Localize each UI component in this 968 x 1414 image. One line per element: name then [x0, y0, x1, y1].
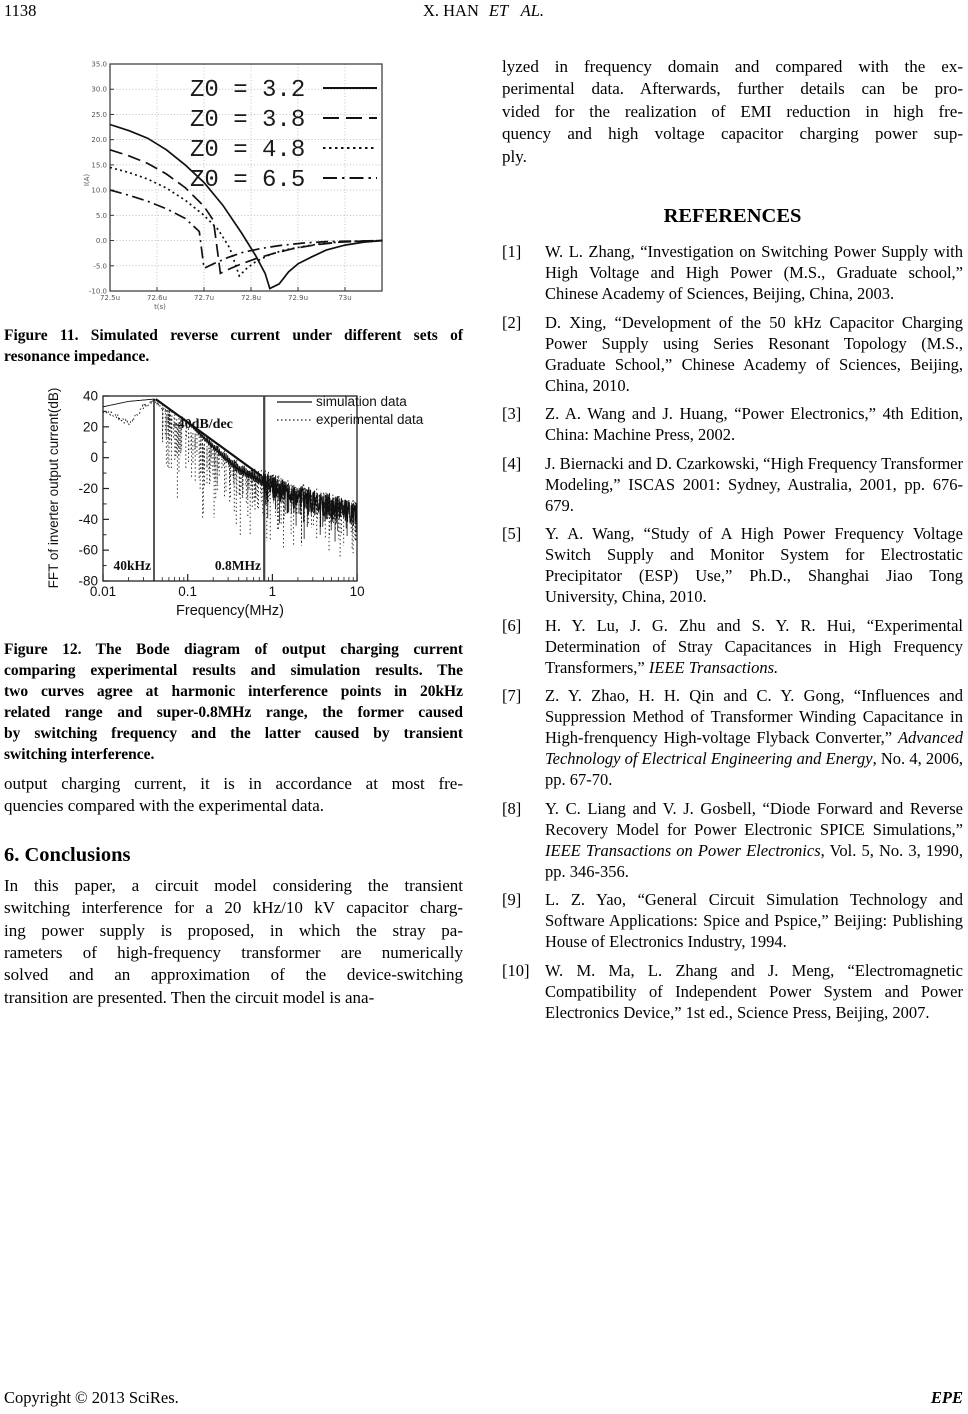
reference-item	[502, 960, 963, 1023]
text-line: by switching frequency and the latter caused by transient	[4, 725, 463, 742]
text-line: quencies compared with the experimental data.	[4, 796, 325, 816]
references-heading: REFERENCES	[663, 205, 802, 228]
text-line: comparing experimental results and simulation results. The	[4, 662, 463, 679]
svg-text:40: 40	[82, 388, 98, 404]
svg-text:1: 1	[268, 584, 277, 599]
svg-text:Frequency(MHz): Frequency(MHz)	[176, 603, 284, 619]
left-column	[4, 50, 463, 1009]
conclusions-paragraph	[4, 875, 463, 1009]
svg-text:72.8u: 72.8u	[240, 294, 262, 302]
svg-text:-5.0: -5.0	[93, 262, 107, 271]
figure-11-caption	[4, 325, 463, 367]
text-line: switching interference for a 20 kHz/10 kV capacitor charg-	[4, 898, 463, 918]
body-paragraph	[502, 56, 963, 168]
reference-text: L. Z. Yao, “General Circuit Simulation Technology and Software Applications: Spice and Pspice,” Beijing: Publishing House of Electronics Industry, 1994.	[545, 890, 963, 952]
svg-text:20: 20	[82, 419, 98, 435]
svg-text:25.0: 25.0	[91, 110, 107, 119]
svg-text:73u: 73u	[338, 294, 352, 302]
copyright-notice: Copyright © 2013 SciRes.	[4, 1388, 179, 1407]
svg-text:0: 0	[90, 450, 98, 466]
svg-text:-40: -40	[78, 511, 98, 527]
svg-text:-80: -80	[78, 573, 98, 589]
reference-item	[502, 453, 963, 516]
page-number: 1138	[4, 1, 37, 20]
svg-text:Z0 = 6.5: Z0 = 6.5	[190, 167, 306, 194]
text-line: resonance impedance.	[4, 348, 150, 365]
svg-text:72.5u: 72.5u	[99, 294, 121, 302]
text-line: perimental data. Afterwards, further details can be pro-	[502, 79, 963, 99]
text-line: rameters of high-frequency transformer are numerically	[4, 943, 463, 963]
journal-abbrev: EPE	[930, 1388, 963, 1407]
text-line: quency and high voltage capacitor charging power sup-	[502, 124, 963, 144]
body-paragraph	[4, 773, 463, 818]
svg-text:0.1: 0.1	[178, 584, 198, 599]
reference-label: [3]	[502, 404, 522, 424]
svg-text:Z0 = 4.8: Z0 = 4.8	[190, 137, 306, 164]
text-line: transition are presented. Then the circuit model is ana-	[4, 987, 375, 1007]
svg-text:20.0: 20.0	[91, 136, 107, 145]
svg-text:t(s): t(s)	[154, 303, 166, 311]
reference-text: W. M. Ma, L. Zhang and J. Meng, “Electromagnetic Compatibility of Independent Power System and Power Electronics Device,” 1st ed., Science Press, Beijing, 2007.	[545, 960, 963, 1022]
reference-item	[502, 241, 963, 304]
reference-label: [6]	[502, 615, 522, 635]
svg-text:10: 10	[349, 584, 365, 599]
svg-text:30.0: 30.0	[91, 85, 107, 94]
text-line: ing power supply is proposed, in which the stray pa-	[4, 920, 463, 940]
figure-12-chart	[25, 381, 460, 628]
svg-text:Z0 = 3.8: Z0 = 3.8	[190, 107, 306, 134]
reference-text: Z. Y. Zhao, H. H. Qin and C. Y. Gong, “Influences and Suppression Method of Transformer Winding Capacitance in High-frenquency High-voltage Flyback Converter,” Advanced Technology of Electrical Engineering and Energy, No. 4, 2006, pp. 67-70.	[545, 686, 963, 790]
svg-text:experimental data: experimental data	[316, 412, 424, 427]
conclusions-heading: 6. Conclusions	[4, 843, 131, 866]
reference-item	[502, 523, 963, 607]
text-line: output charging current, it is in accordance at most fre-	[4, 774, 463, 793]
reference-label: [9]	[502, 890, 522, 910]
text-line: related range and super-0.8MHz range, the former caused	[4, 704, 463, 721]
text-line: vided for the realization of EMI reduction in high fre-	[502, 101, 963, 121]
reference-item	[502, 615, 963, 678]
right-column	[502, 50, 963, 1030]
figure-11-chart	[80, 56, 390, 314]
reference-label: [10]	[502, 960, 530, 980]
reference-text: Y. C. Liang and V. J. Gosbell, “Diode Forward and Reverse Recovery Model for Power Electronic SPICE Simulations,” IEEE Transactions on Power Electronics, Vol. 5, No. 3, 1990, pp. 346-356.	[545, 798, 963, 881]
reference-label: [1]	[502, 242, 522, 262]
svg-text:FFT of inverter output current: FFT of inverter output current(dB)	[46, 387, 61, 589]
svg-text:72.6u: 72.6u	[146, 294, 168, 302]
svg-text:-20: -20	[78, 481, 98, 496]
svg-text:simulation data: simulation data	[316, 394, 407, 409]
text-line: In this paper, a circuit model considering the transient	[4, 875, 463, 895]
reference-item	[502, 403, 963, 445]
page-footer	[4, 1388, 963, 1408]
text-line: Figure 12. The Bode diagram of output charging current	[4, 641, 463, 658]
reverse-current-plot	[80, 56, 390, 314]
svg-text:35.0: 35.0	[91, 60, 107, 69]
reference-text: J. Biernacki and D. Czarkowski, “High Frequency Transformer Modeling,” ISCAS 2001: Sydney, Australia, 2001, pp. 676-679.	[545, 453, 963, 515]
page-header	[4, 1, 963, 25]
reference-label: [4]	[502, 453, 522, 473]
svg-text:0.8MHz: 0.8MHz	[214, 558, 261, 573]
svg-text:-10.0: -10.0	[88, 287, 107, 296]
svg-text:-40dB/dec: -40dB/dec	[173, 417, 233, 432]
svg-text:-60: -60	[78, 542, 98, 558]
running-title	[4, 1, 963, 21]
reference-item	[502, 685, 963, 790]
reference-item	[502, 889, 963, 952]
bode-diagram-plot	[25, 381, 460, 628]
reference-item	[502, 312, 963, 396]
reference-text: D. Xing, “Development of the 50 kHz Capacitor Charging Power Supply using Series Resonant Topology (M.S., Graduate School,” Chinese Academy of Sciences, Beijing, China, 2010.	[545, 312, 963, 395]
text-line: solved and an approximation of the device-switching	[4, 965, 463, 985]
reference-text: Y. A. Wang, “Study of A High Power Frequency Voltage Switch Supply and Monitor System for Electrostatic Precipitator (ESP) Use,” Ph.D., Shanghai Jiao Tong University, China, 2010.	[545, 524, 963, 607]
svg-text:15.0: 15.0	[91, 161, 107, 170]
text-line: lyzed in frequency domain and compared with the ex-	[502, 57, 963, 76]
reference-label: [8]	[502, 798, 522, 818]
references-list	[502, 241, 963, 1023]
svg-text:72.9u: 72.9u	[287, 294, 309, 302]
text-line: switching interference.	[4, 746, 155, 763]
reference-text: Z. A. Wang and J. Huang, “Power Electronics,” 4th Edition, China: Machine Press, 2002.	[545, 404, 963, 445]
svg-text:0.0: 0.0	[95, 237, 107, 246]
svg-text:I(A): I(A)	[83, 173, 91, 187]
svg-text:10.0: 10.0	[91, 186, 107, 195]
running-title-etal: ET AL.	[488, 1, 545, 20]
svg-text:Z0 = 3.2: Z0 = 3.2	[190, 77, 306, 104]
reference-item	[502, 798, 963, 882]
figure-12-caption	[4, 639, 463, 765]
reference-label: [7]	[502, 686, 522, 706]
svg-text:40kHz: 40kHz	[113, 558, 151, 573]
reference-text: H. Y. Lu, J. G. Zhu and S. Y. R. Hui, “Experimental Determination of Stray Capacitances in High Frequency Transformers,” IEEE Transactions.	[545, 615, 963, 677]
text-line: ply.	[502, 146, 527, 166]
text-line: two curves agree at harmonic interference points in 20kHz	[4, 683, 463, 700]
reference-text: W. L. Zhang, “Investigation on Switching Power Supply with High Voltage and High Power (M.S., Graduate school,” Chinese Academy of Sciences, Beijing, China, 2003.	[545, 242, 963, 304]
svg-text:0.01: 0.01	[89, 584, 117, 599]
running-title-authors: X. HAN	[422, 1, 479, 20]
reference-label: [2]	[502, 312, 522, 332]
reference-label: [5]	[502, 524, 522, 544]
svg-text:72.7u: 72.7u	[193, 294, 215, 302]
text-line: Figure 11. Simulated reverse current under different sets of	[4, 327, 463, 344]
svg-text:5.0: 5.0	[95, 211, 107, 220]
